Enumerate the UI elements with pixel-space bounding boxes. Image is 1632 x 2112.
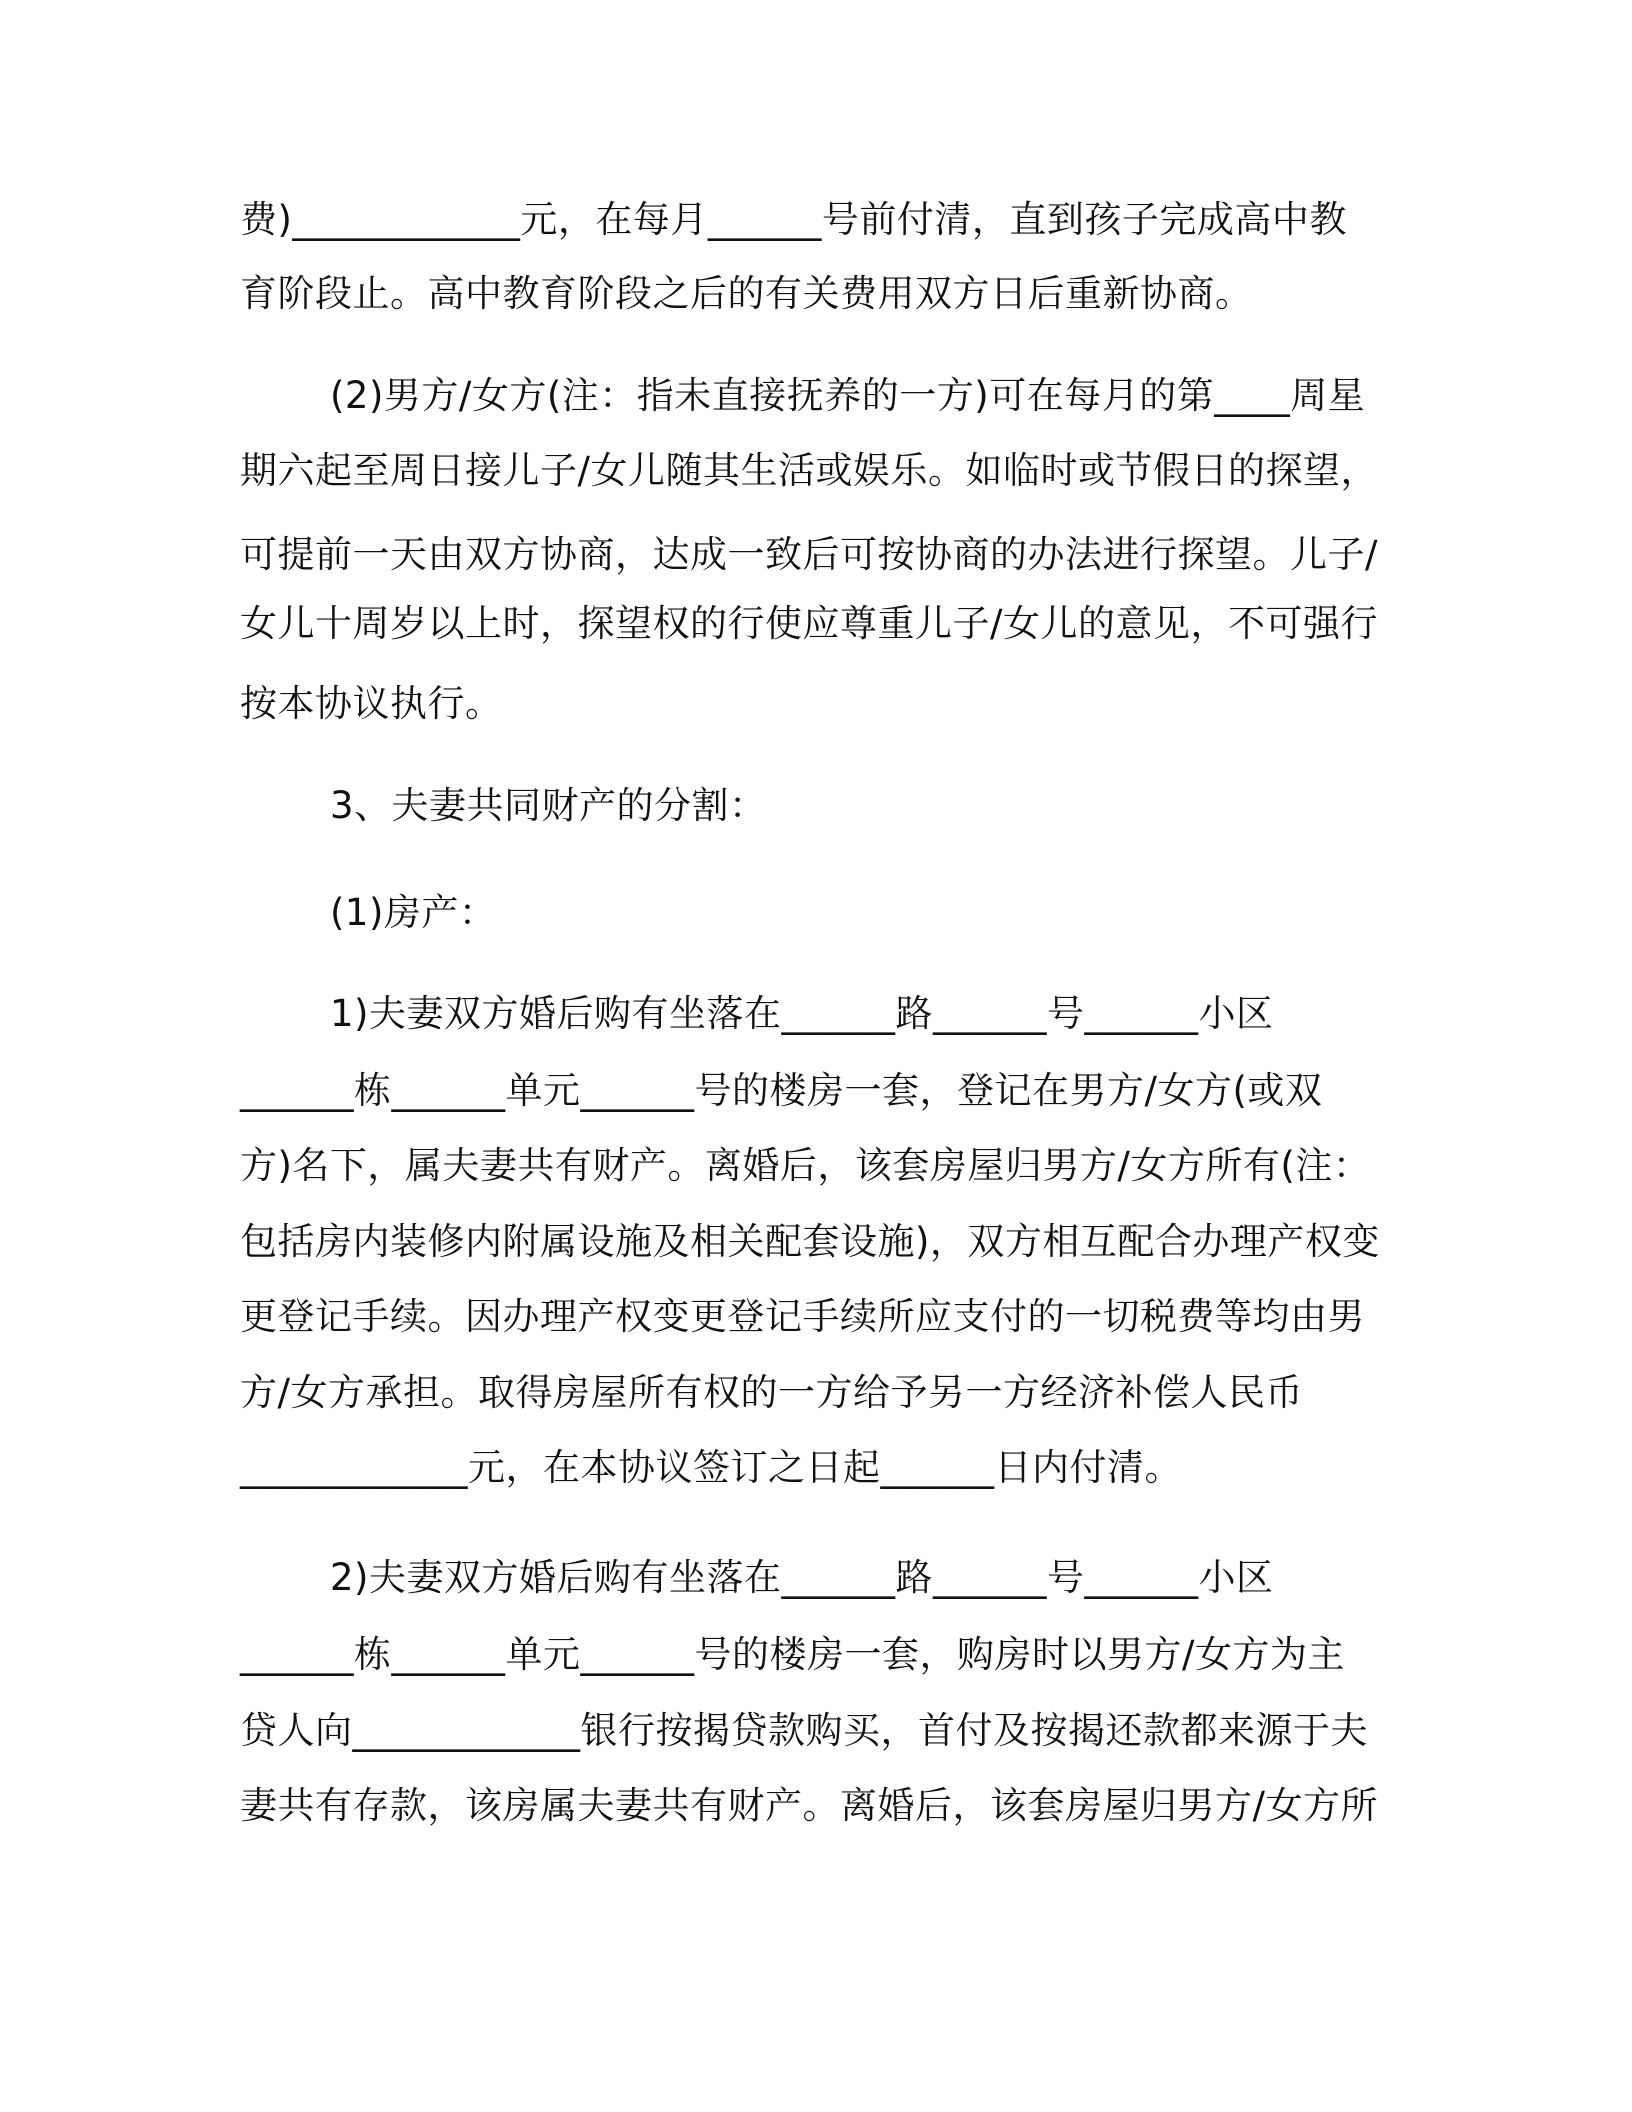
paragraph-line: 育阶段止。高中教育阶段之后的有关费用双方日后重新协商。 — [240, 272, 1253, 315]
paragraph-line: 2)夫妻双方婚后购有坐落在______路______号______小区 — [330, 1556, 1274, 1599]
paragraph-line: 按本协议执行。 — [240, 682, 503, 725]
paragraph-line: 贷人向____________银行按揭贷款购买，首付及按揭还款都来源于夫 — [240, 1709, 1368, 1752]
paragraph-line: ______栋______单元______号的楼房一套，购房时以男方/女方为主 — [240, 1633, 1345, 1676]
paragraph-line: (2)男方/女方(注：指未直接抚养的一方)可在每月的第____周星 — [330, 374, 1366, 417]
paragraph-line: 1)夫妻双方婚后购有坐落在______路______号______小区 — [330, 992, 1274, 1035]
paragraph-line: 期六起至周日接儿子/女儿随其生活或娱乐。如临时或节假日的探望， — [240, 449, 1378, 492]
paragraph-line: ____________元，在本协议签订之日起______日内付清。 — [240, 1446, 1182, 1489]
paragraph-line: 费)____________元，在每月______号前付清，直到孩子完成高中教 — [240, 198, 1347, 241]
paragraph-line: 可提前一天由双方协商，达成一致后可按协商的办法进行探望。儿子/ — [240, 533, 1378, 576]
paragraph-line: 方)名下，属夫妻共有财产。离婚后，该套房屋归男方/女方所有(注： — [240, 1144, 1371, 1187]
paragraph-line: 包括房内装修内附属设施及相关配套设施)，双方相互配合办理产权变 — [240, 1220, 1380, 1263]
paragraph-line: 更登记手续。因办理产权变更登记手续所应支付的一切税费等均由男 — [240, 1295, 1365, 1338]
paragraph-line: 女儿十周岁以上时，探望权的行使应尊重儿子/女儿的意见，不可强行 — [240, 602, 1378, 645]
paragraph-line: 方/女方承担。取得房屋所有权的一方给予另一方经济补偿人民币 — [240, 1371, 1303, 1414]
paragraph-line: ______栋______单元______号的楼房一套，登记在男方/女方(或双 — [240, 1069, 1323, 1112]
section-heading: 3、夫妻共同财产的分割： — [330, 784, 767, 827]
paragraph-line: 妻共有存款，该房属夫妻共有财产。离婚后，该套房屋归男方/女方所 — [240, 1784, 1378, 1827]
subsection-heading: (1)房产： — [330, 891, 497, 934]
